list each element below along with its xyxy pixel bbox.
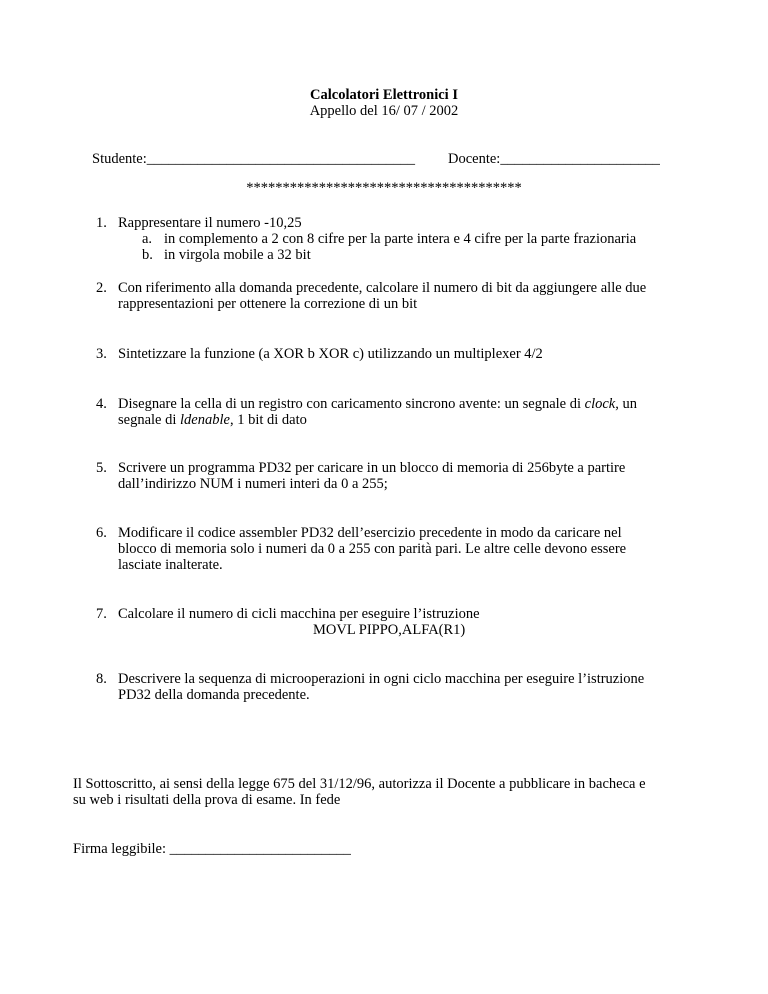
exam-date: Appello del 16/ 07 / 2002 bbox=[309, 103, 459, 119]
question-text: dall’indirizzo NUM i numeri interi da 0 a 255; bbox=[118, 476, 388, 492]
question-number: 6. bbox=[96, 525, 107, 541]
sub-item-letter: b. bbox=[142, 247, 153, 263]
question-text: Rappresentare il numero -10,25 bbox=[118, 215, 302, 231]
text-segment: , un bbox=[615, 396, 637, 412]
question-text: Descrivere la sequenza di microoperazioni in ogni ciclo macchina per eseguire l’istruzione bbox=[118, 671, 645, 687]
question-text: blocco di memoria solo i numeri da 0 a 255 con parità pari. Le altre celle devono essere bbox=[118, 541, 627, 557]
question-number: 2. bbox=[96, 280, 107, 296]
exam-title: Calcolatori Elettronici I bbox=[310, 87, 458, 103]
docente-field[interactable]: Docente:______________________ bbox=[448, 151, 660, 167]
text-segment: segnale di bbox=[118, 412, 181, 428]
question-text: lasciate inalterate. bbox=[118, 557, 223, 573]
student-field[interactable]: Studente:_____________________________________ bbox=[92, 151, 416, 167]
question-text bbox=[118, 412, 307, 429]
instruction-code: MOVL PIPPO,ALFA(R1) bbox=[313, 622, 466, 638]
question-text: Scrivere un programma PD32 per caricare in un blocco di memoria di 256byte a partire bbox=[118, 460, 626, 476]
separator: ************************************** bbox=[246, 180, 522, 196]
question-number: 4. bbox=[96, 396, 107, 412]
question-number: 5. bbox=[96, 460, 107, 476]
question-text bbox=[118, 396, 637, 413]
consent-text: Il Sottoscritto, ai sensi della legge 675 del 31/12/96, autorizza il Docente a pubblicare in bacheca e bbox=[73, 776, 646, 792]
question-number: 1. bbox=[96, 215, 107, 231]
question-number: 7. bbox=[96, 606, 107, 622]
question-text: PD32 della domanda precedente. bbox=[118, 687, 310, 703]
emphasis-ldenable: ldenable bbox=[180, 412, 230, 428]
signature-field[interactable]: Firma leggibile: _________________________ bbox=[73, 841, 351, 857]
text-segment: , 1 bit di dato bbox=[229, 412, 307, 428]
sub-item-text: in complemento a 2 con 8 cifre per la parte intera e 4 cifre per la parte frazionaria bbox=[164, 231, 637, 247]
emphasis-clock: clock bbox=[584, 396, 616, 412]
consent-text: su web i risultati della prova di esame. In fede bbox=[73, 792, 341, 808]
question-text: Con riferimento alla domanda precedente, calcolare il numero di bit da aggiungere alle due bbox=[118, 280, 647, 296]
question-number: 3. bbox=[96, 346, 107, 362]
sub-item-text: in virgola mobile a 32 bit bbox=[164, 247, 311, 263]
question-text: Modificare il codice assembler PD32 dell’esercizio precedente in modo da caricare nel bbox=[118, 525, 622, 541]
question-text: rappresentazioni per ottenere la correzione di un bit bbox=[118, 296, 418, 312]
question-text: Calcolare il numero di cicli macchina per eseguire l’istruzione bbox=[118, 606, 480, 622]
question-text: Sintetizzare la funzione (a XOR b XOR c) utilizzando un multiplexer 4/2 bbox=[118, 346, 543, 362]
question-number: 8. bbox=[96, 671, 107, 687]
sub-item-letter: a. bbox=[142, 231, 153, 247]
text-segment: Disegnare la cella di un registro con caricamento sincrono avente: un segnale di bbox=[118, 396, 585, 412]
